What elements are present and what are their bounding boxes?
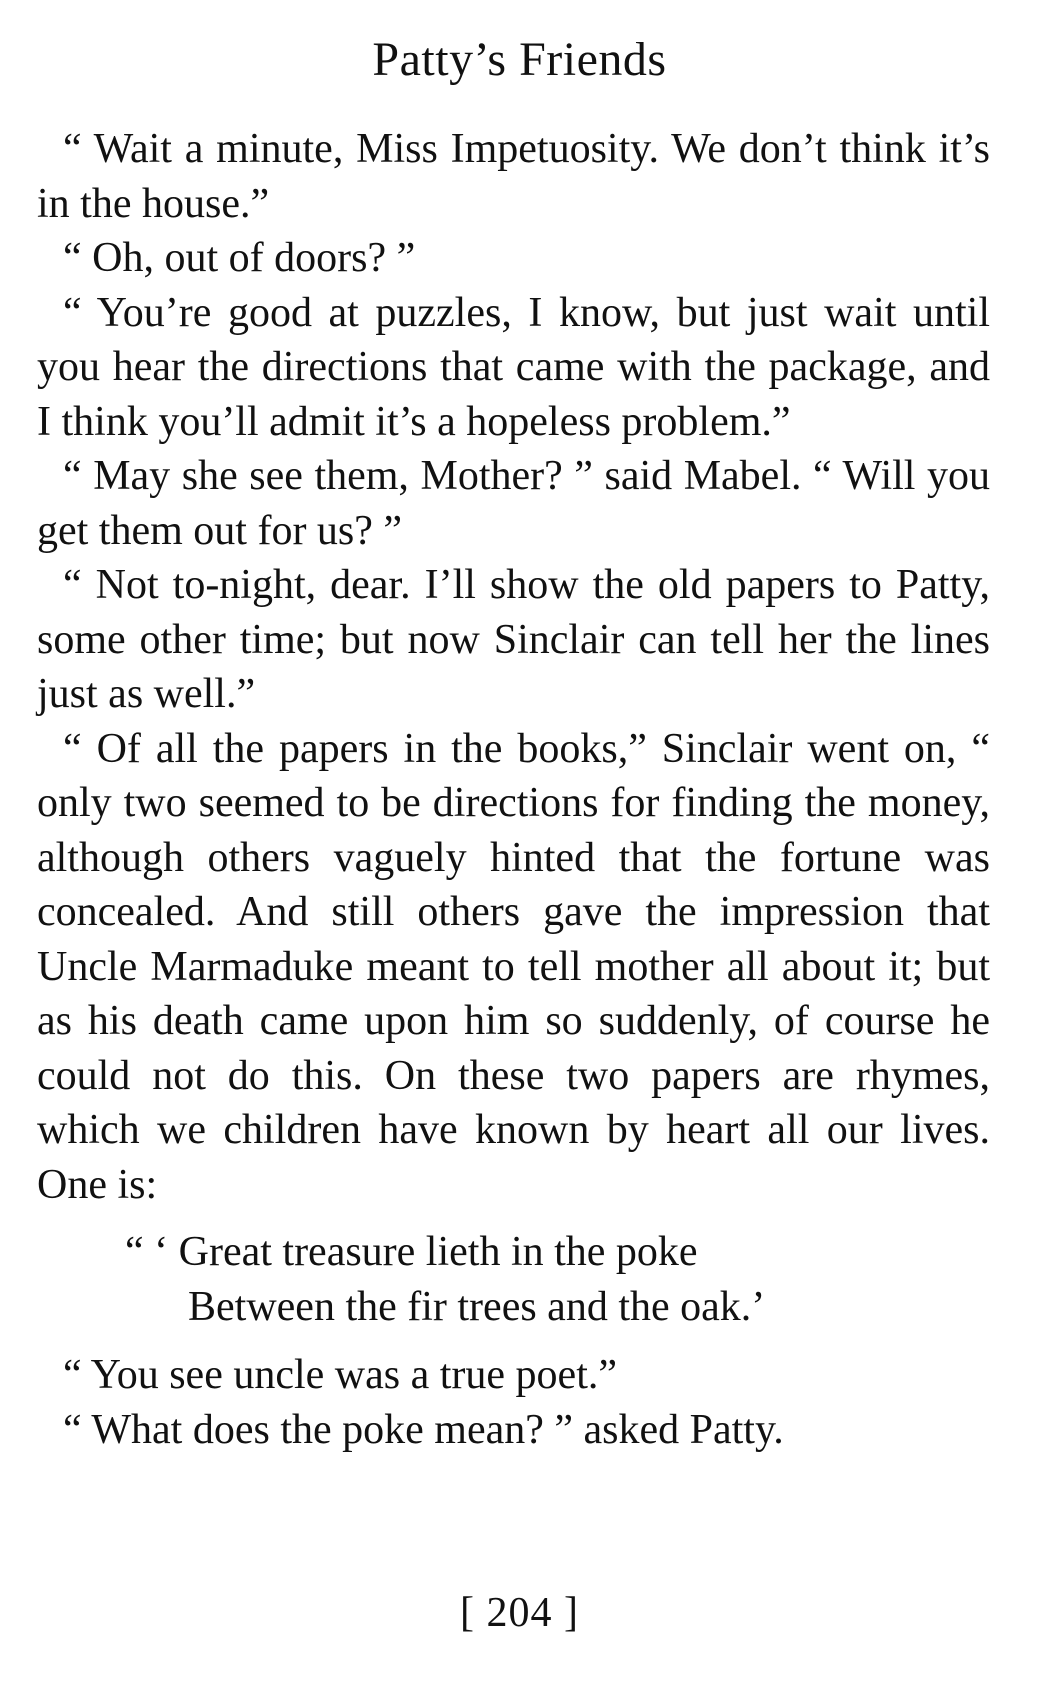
paragraph: “ May she see them, Mother? ” said Mabel. “ Will you get them out for us? ”	[37, 453, 990, 554]
paragraph: “ Oh, out of doors? ”	[63, 235, 416, 281]
verse-line: Between the fir trees and the oak.’	[188, 1283, 766, 1330]
page-number: [ 204 ]	[460, 1590, 579, 1636]
paragraph: “ Wait a minute, Miss Impetuosity. We don’t think it’s in the house.”	[37, 126, 990, 227]
paragraph: “ Not to-night, dear. I’ll show the old papers to Patty, some other time; but now Sinclair can tell her the lines just as well.”	[37, 562, 990, 717]
verse-quote	[37, 1225, 990, 1334]
paragraph: “ You see uncle was a true poet.”	[63, 1352, 617, 1398]
verse-line: “ ‘ Great treasure lieth in the poke	[125, 1229, 698, 1275]
paragraph: “ You’re good at puzzles, I know, but just wait until you hear the directions that came with the package, and I think you’ll admit it’s a hopeless problem.”	[37, 289, 990, 445]
paragraph: “ What does the poke mean? ” asked Patty.	[63, 1406, 784, 1453]
paragraph: “ Of all the papers in the books,” Sinclair went on, “ only two seemed to be directions for finding the money, although others vaguely hinted that the fortune was concealed. And still others gave the impression that Uncle Marmaduke meant to tell mother all about it; but as his death came upon him so suddenly, of course he could not do this. On these two papers are rhymes, which we children have known by heart all our lives. One is:	[37, 725, 990, 1208]
body-text	[37, 122, 990, 1457]
running-head: Patty’s Friends	[372, 33, 667, 86]
